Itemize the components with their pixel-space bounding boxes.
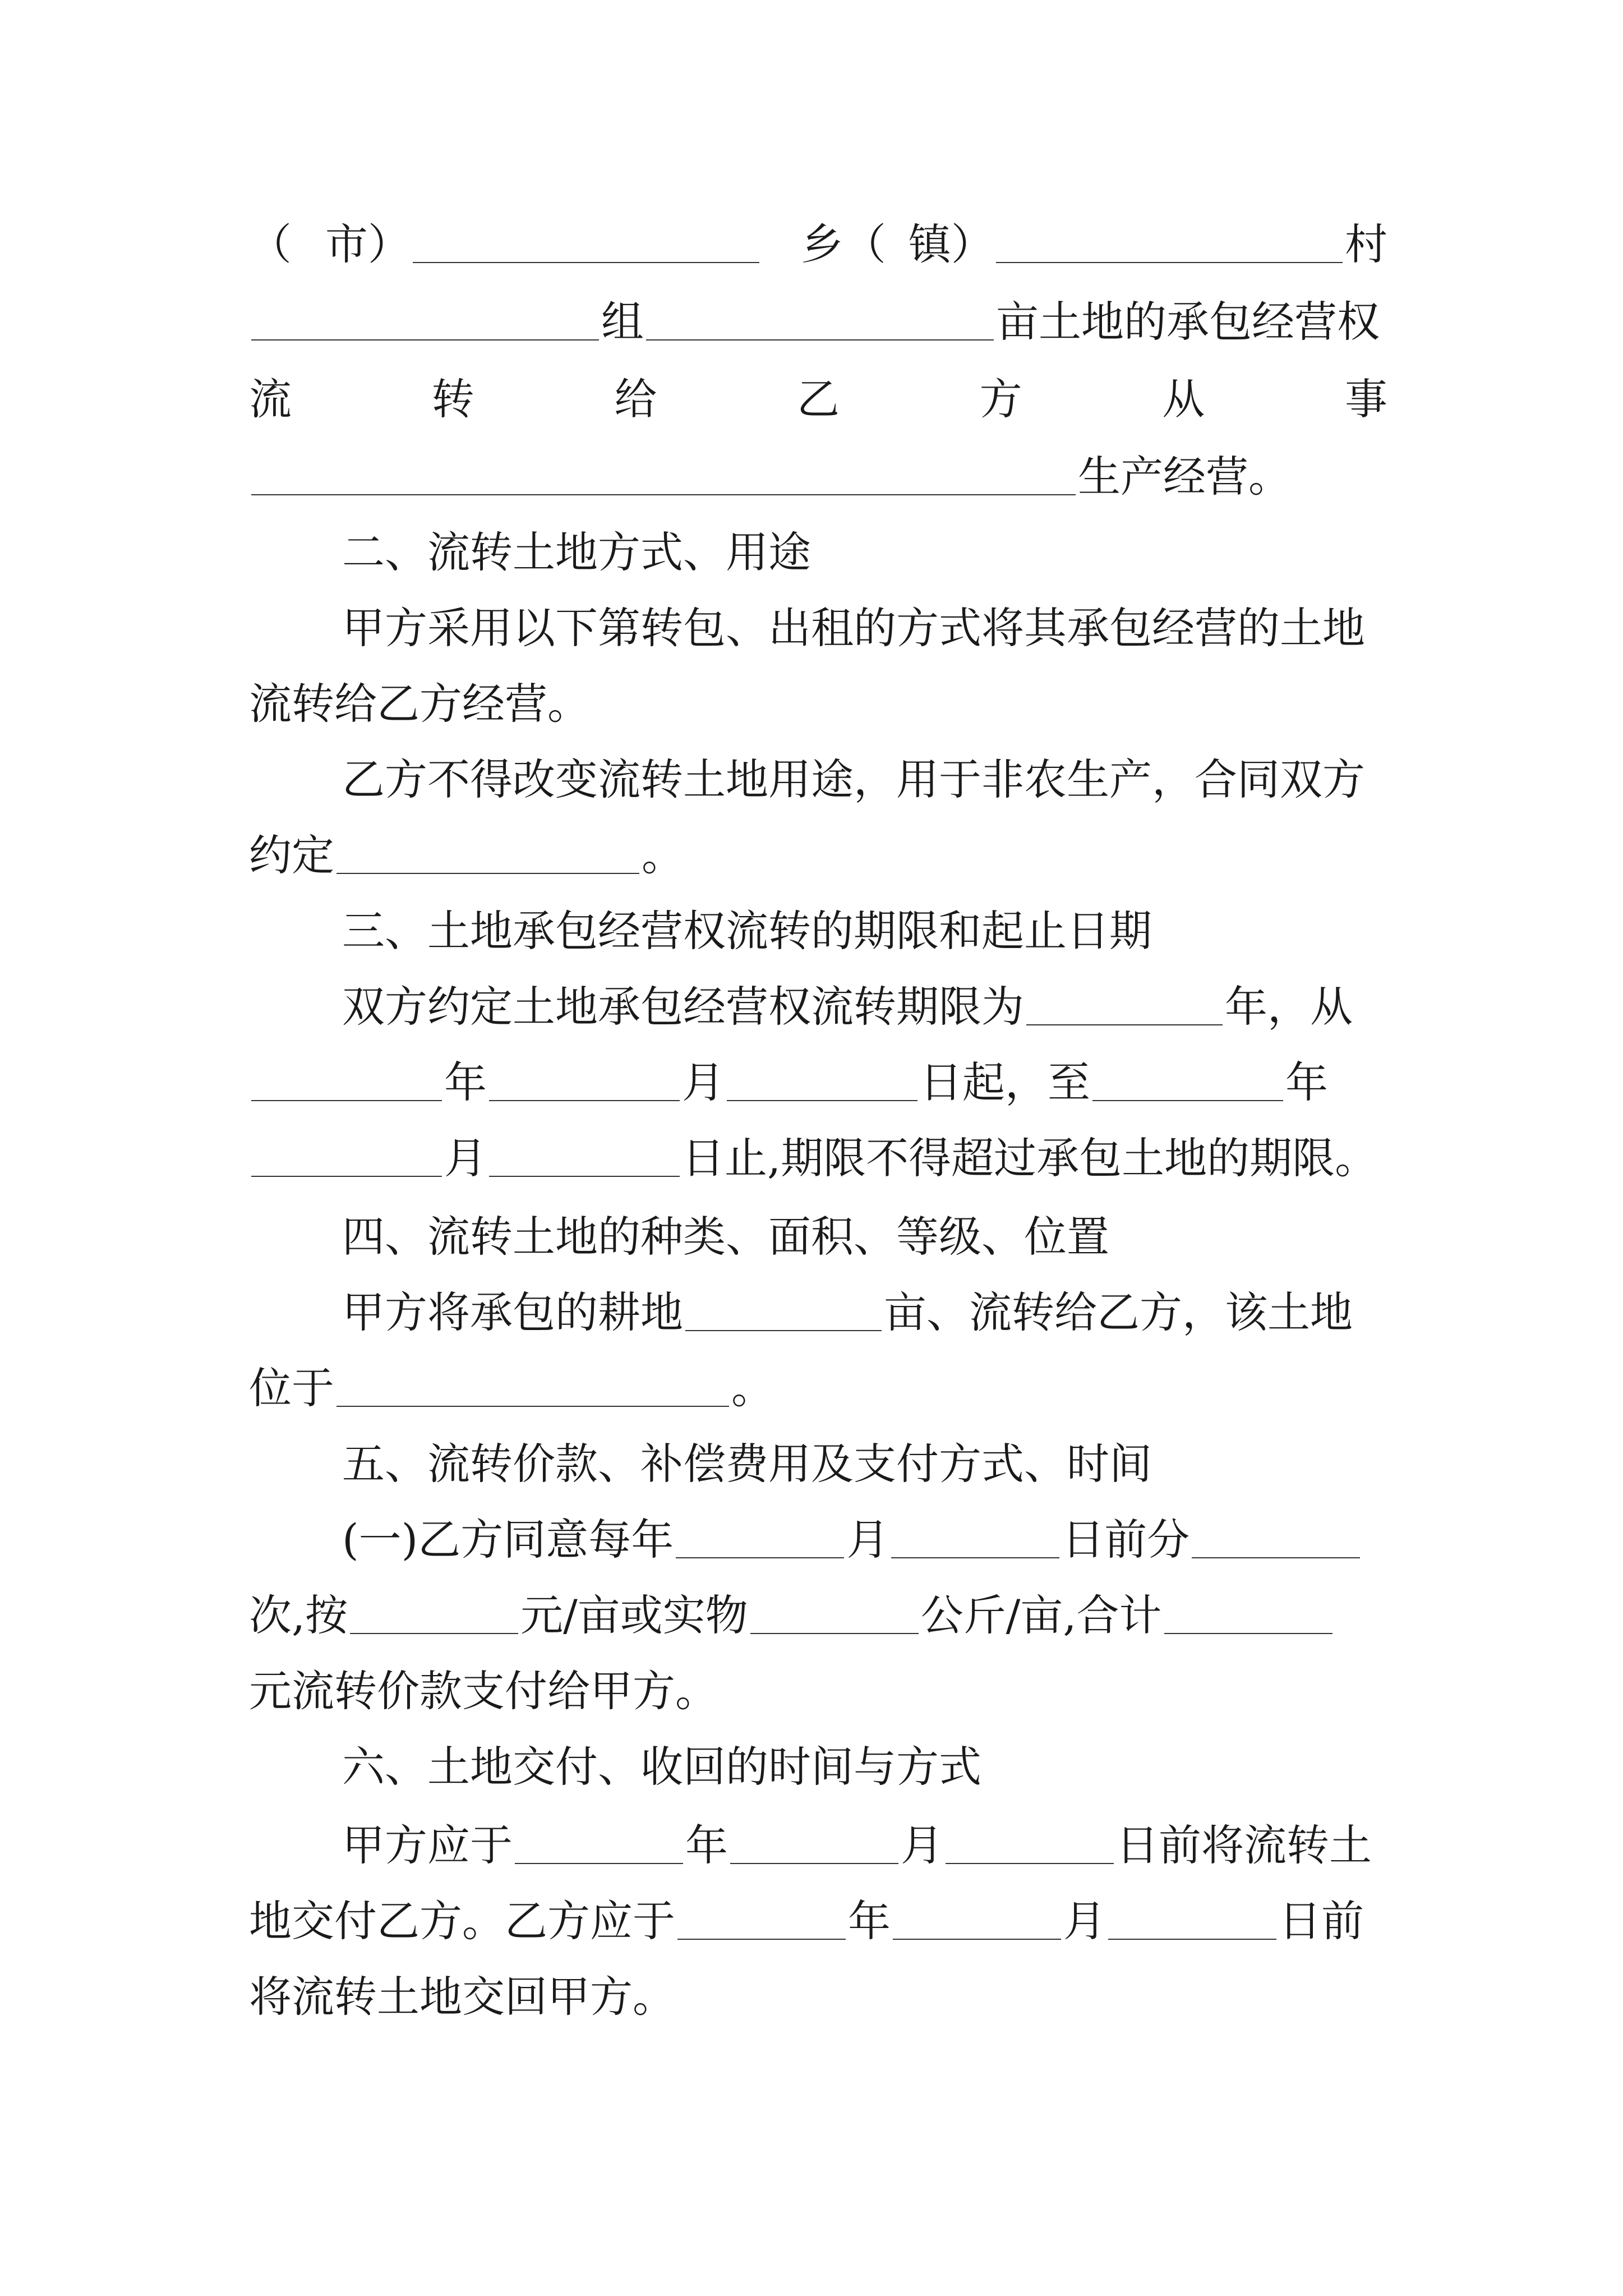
fill-blank[interactable]: [1164, 1628, 1332, 1634]
fill-blank[interactable]: [413, 257, 759, 263]
fill-blank[interactable]: [1108, 1934, 1276, 1940]
heading-text: 二、流转土地方式、用途: [342, 527, 811, 577]
text-line: [249, 1660, 1387, 1722]
text-fragment: 日止,期限不得超过承包土地的期限。: [682, 1133, 1378, 1183]
section-heading: [249, 1206, 1387, 1268]
text-fragment: 月: [1063, 1896, 1106, 1946]
text-fragment: 元/亩或实物: [520, 1590, 748, 1640]
text-fragment: 亩、流转给乙方，该土地: [884, 1287, 1353, 1337]
heading-text: 六、土地交付、收回的时间与方式: [342, 1742, 981, 1792]
text-fragment: 方: [979, 374, 1022, 424]
text-line-4: [249, 446, 1387, 508]
paragraph-text: 将流转土地交回甲方。: [249, 1972, 675, 2022]
text-fragment: 日前: [1279, 1896, 1364, 1946]
paragraph-text: 流转给乙方经营。: [249, 679, 590, 729]
fill-blank[interactable]: [893, 1934, 1061, 1940]
text-fragment: 生产经营。: [1078, 452, 1291, 501]
text-fragment: 镇）: [908, 219, 994, 269]
text-fragment: 地交付乙方。乙方应于: [249, 1896, 675, 1946]
text-line: [249, 1282, 1387, 1343]
section-heading: [249, 1433, 1387, 1495]
fill-blank[interactable]: [251, 1171, 442, 1177]
text-line-2: [249, 291, 1387, 353]
fill-blank[interactable]: [336, 868, 639, 874]
text-fragment: 甲方将承包的耕地: [342, 1287, 683, 1337]
fill-blank[interactable]: [489, 1096, 680, 1101]
text-fragment: 年，从: [1225, 982, 1353, 1032]
text-line: [249, 1815, 1387, 1876]
fill-blank[interactable]: [1192, 1553, 1360, 1558]
paragraph-text: 乙方不得改变流转土地用途，用于非农生产，合同双方: [342, 754, 1365, 804]
fill-blank[interactable]: [350, 1628, 518, 1634]
text-fragment: 市）: [325, 219, 411, 269]
text-fragment: 月: [444, 1133, 487, 1183]
text-fragment: 双方约定土地承包经营权流转期限为: [342, 982, 1024, 1032]
text-fragment: 。: [731, 1363, 774, 1413]
fill-blank[interactable]: [996, 257, 1343, 263]
paragraph-text: 元流转价款支付给甲方。: [249, 1666, 718, 1716]
fill-blank[interactable]: [336, 1401, 729, 1407]
fill-blank[interactable]: [677, 1934, 846, 1940]
text-line-3: [249, 369, 1387, 430]
text-fragment: 乡（: [800, 219, 886, 269]
text-line: [249, 1890, 1387, 1952]
text-fragment: 日前将流转土: [1116, 1820, 1372, 1870]
text-line: [249, 976, 1387, 1038]
heading-text: 四、流转土地的种类、面积、等级、位置: [342, 1212, 1109, 1262]
text-fragment: (一)乙方同意每年: [342, 1515, 674, 1565]
text-fragment: 转: [431, 374, 474, 424]
text-line: [249, 597, 1387, 659]
text-fragment: 日起，至: [920, 1057, 1090, 1107]
fill-blank[interactable]: [891, 1553, 1059, 1558]
heading-text: 三、土地承包经营权流转的期限和起止日期: [342, 906, 1152, 956]
text-line: [249, 1509, 1387, 1571]
fill-blank[interactable]: [727, 1096, 917, 1101]
paragraph-text: 甲方采用以下第转包、出租的方式将其承包经营的土地: [342, 603, 1365, 653]
text-fragment: 给: [614, 374, 657, 424]
text-fragment: 。: [642, 830, 684, 880]
text-fragment: 次,按: [249, 1590, 348, 1640]
text-fragment: 年: [1285, 1057, 1328, 1107]
text-fragment: 组: [601, 297, 644, 347]
text-line: [249, 749, 1387, 811]
fill-blank[interactable]: [676, 1553, 844, 1558]
text-line: [249, 1128, 1387, 1189]
fill-blank[interactable]: [1026, 1020, 1223, 1025]
section-heading: [249, 1736, 1387, 1798]
fill-blank[interactable]: [730, 1858, 898, 1864]
text-fragment: 流: [249, 374, 292, 424]
section-heading: [249, 900, 1387, 962]
fill-blank[interactable]: [251, 1096, 442, 1101]
fill-blank[interactable]: [685, 1326, 882, 1331]
text-fragment: 年: [848, 1896, 891, 1946]
fill-blank[interactable]: [251, 490, 1076, 495]
text-line: [249, 673, 1387, 735]
fill-blank[interactable]: [489, 1171, 680, 1177]
fill-blank[interactable]: [515, 1858, 683, 1864]
text-fragment: 月: [846, 1515, 889, 1565]
text-fragment: 月: [901, 1820, 943, 1870]
heading-text: 五、流转价款、补偿费用及支付方式、时间: [342, 1439, 1152, 1489]
text-fragment: 甲方应于: [342, 1820, 513, 1870]
text-fragment: 月: [682, 1057, 725, 1107]
text-line: [249, 1585, 1387, 1646]
text-fragment: 约定: [249, 830, 334, 880]
text-line: [249, 1052, 1387, 1114]
text-fragment: 村: [1344, 219, 1387, 269]
fill-blank[interactable]: [1092, 1096, 1283, 1101]
text-line-1: [249, 214, 1387, 275]
text-fragment: 乙: [796, 374, 840, 424]
text-fragment: 位于: [249, 1363, 334, 1413]
text-line: [249, 1966, 1387, 2028]
fill-blank[interactable]: [750, 1628, 919, 1634]
text-fragment: 公斤/亩,合计: [920, 1590, 1162, 1640]
text-fragment: （: [249, 219, 292, 269]
text-fragment: 日前分: [1062, 1515, 1190, 1565]
text-line: [249, 1358, 1387, 1419]
fill-blank[interactable]: [646, 335, 994, 341]
text-fragment: 年: [444, 1057, 487, 1107]
text-fragment: 亩土地的承包经营权: [996, 297, 1380, 347]
text-line: [249, 825, 1387, 886]
fill-blank[interactable]: [251, 335, 599, 341]
text-fragment: 从: [1162, 374, 1205, 424]
fill-blank[interactable]: [946, 1858, 1114, 1864]
text-fragment: 事: [1344, 374, 1387, 424]
section-heading: [249, 522, 1387, 583]
text-fragment: 年: [685, 1820, 728, 1870]
